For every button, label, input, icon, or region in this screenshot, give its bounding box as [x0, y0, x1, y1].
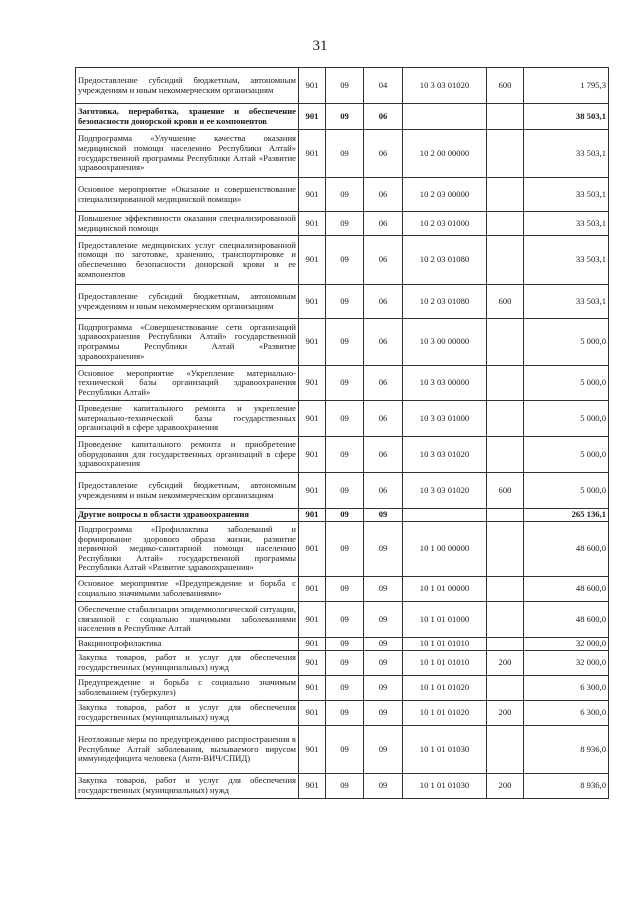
target-article-code: 10 2 03 00000: [403, 178, 487, 212]
expense-type-code: [487, 319, 524, 366]
item-name: Заготовка, переработка, хранение и обеспечение безопасности донорской крови и ее компонентов: [76, 104, 299, 130]
admin-code: 901: [299, 522, 326, 577]
section-code: 09: [326, 130, 364, 178]
expense-type-code: 600: [487, 68, 524, 104]
target-article-code: [403, 104, 487, 130]
target-article-code: 10 1 01 01000: [403, 602, 487, 638]
target-article-code: 10 1 01 01010: [403, 638, 487, 651]
amount: 38 503,1: [524, 104, 609, 130]
amount: 8 936,0: [524, 774, 609, 799]
expense-type-code: 200: [487, 701, 524, 726]
section-code: 09: [326, 285, 364, 319]
admin-code: 901: [299, 638, 326, 651]
item-name: Предоставление субсидий бюджетным, автономным учреждениям и иным некоммерческим организациям: [76, 285, 299, 319]
section-code: 09: [326, 104, 364, 130]
target-article-code: 10 3 00 00000: [403, 319, 487, 366]
target-article-code: 10 1 01 01020: [403, 676, 487, 701]
section-code: 09: [326, 236, 364, 285]
expense-type-code: [487, 602, 524, 638]
item-name: Подпрограмма «Профилактика заболеваний и формирование здорового образа жизни, развитие первичной медико-санитарной помощи населению Республики Алтай» государственной программы Республики Алтай «Развитие здравоохранения»: [76, 522, 299, 577]
admin-code: 901: [299, 236, 326, 285]
admin-code: 901: [299, 437, 326, 473]
amount: 33 503,1: [524, 130, 609, 178]
table-row: [76, 651, 609, 676]
amount: 48 600,0: [524, 522, 609, 577]
target-article-code: 10 2 03 01000: [403, 212, 487, 236]
admin-code: 901: [299, 774, 326, 799]
item-name: Предупреждение и борьба с социально значимым заболеванием (туберкулез): [76, 676, 299, 701]
page-number: 31: [312, 38, 328, 54]
expense-type-code: [487, 726, 524, 774]
expense-type-code: 600: [487, 285, 524, 319]
expense-type-code: [487, 366, 524, 401]
expense-type-code: [487, 509, 524, 522]
subsection-code: 06: [364, 212, 403, 236]
table-row: [76, 366, 609, 401]
section-code: 09: [326, 638, 364, 651]
item-name: Другие вопросы в области здравоохранения: [76, 509, 299, 522]
subsection-code: 09: [364, 774, 403, 799]
item-name: Неотложные меры по предупреждению распространения в Республике Алтай заболевания, вызываемого вирусом иммунодефицита человека (Анти-ВИЧ/СПИД): [76, 726, 299, 774]
admin-code: 901: [299, 212, 326, 236]
expense-type-code: [487, 212, 524, 236]
item-name: Повышение эффективности оказания специализированной медицинской помощи: [76, 212, 299, 236]
table-row: [76, 68, 609, 104]
amount: 1 795,3: [524, 68, 609, 104]
admin-code: 901: [299, 319, 326, 366]
expense-type-code: [487, 676, 524, 701]
admin-code: 901: [299, 602, 326, 638]
admin-code: 901: [299, 473, 326, 509]
target-article-code: 10 1 01 00000: [403, 577, 487, 602]
item-name: Предоставление медицинских услуг специализированной помощи по заготовке, хранению, транспортировке и обеспечению безопасности донорской крови и ее компонентов: [76, 236, 299, 285]
admin-code: 901: [299, 285, 326, 319]
table-row: [76, 104, 609, 130]
subsection-code: 09: [364, 651, 403, 676]
target-article-code: 10 3 03 01000: [403, 401, 487, 437]
subsection-code: 06: [364, 130, 403, 178]
admin-code: 901: [299, 104, 326, 130]
item-name: Вакцинопрофилактика: [76, 638, 299, 651]
target-article-code: 10 2 00 00000: [403, 130, 487, 178]
item-name: Закупка товаров, работ и услуг для обеспечения государственных (муниципальных) нужд: [76, 774, 299, 799]
expense-type-code: 200: [487, 651, 524, 676]
expense-type-code: 600: [487, 473, 524, 509]
section-code: 09: [326, 437, 364, 473]
table-row: [76, 437, 609, 473]
section-code: 09: [326, 701, 364, 726]
target-article-code: [403, 509, 487, 522]
target-article-code: 10 3 03 01020: [403, 68, 487, 104]
expense-type-code: 200: [487, 774, 524, 799]
item-name: Основное мероприятие «Предупреждение и борьба с социально значимыми заболеваниями»: [76, 577, 299, 602]
admin-code: 901: [299, 701, 326, 726]
target-article-code: 10 3 03 01020: [403, 437, 487, 473]
subsection-code: 06: [364, 366, 403, 401]
expense-type-code: [487, 437, 524, 473]
expense-type-code: [487, 178, 524, 212]
expense-type-code: [487, 522, 524, 577]
amount: 5 000,0: [524, 401, 609, 437]
table-row: [76, 638, 609, 651]
section-code: 09: [326, 366, 364, 401]
table-row: [76, 130, 609, 178]
table-row: [76, 602, 609, 638]
section-code: 09: [326, 319, 364, 366]
amount: 32 000,0: [524, 651, 609, 676]
admin-code: 901: [299, 726, 326, 774]
item-name: Подпрограмма «Совершенствование сети организаций здравоохранения Республики Алтай» государственной программы Республики Алтай «Развитие здравоохранения»: [76, 319, 299, 366]
table-row: [76, 236, 609, 285]
subsection-code: 04: [364, 68, 403, 104]
target-article-code: 10 1 01 01030: [403, 774, 487, 799]
subsection-code: 06: [364, 236, 403, 285]
section-code: 09: [326, 577, 364, 602]
expense-type-code: [487, 104, 524, 130]
section-code: 09: [326, 726, 364, 774]
table-row: [76, 509, 609, 522]
expense-type-code: [487, 401, 524, 437]
subsection-code: 09: [364, 522, 403, 577]
table-row: [76, 577, 609, 602]
item-name: Закупка товаров, работ и услуг для обеспечения государственных (муниципальных) нужд: [76, 651, 299, 676]
amount: 265 136,1: [524, 509, 609, 522]
section-code: 09: [326, 774, 364, 799]
admin-code: 901: [299, 401, 326, 437]
section-code: 09: [326, 401, 364, 437]
table-row: [76, 401, 609, 437]
section-code: 09: [326, 602, 364, 638]
expense-type-code: [487, 236, 524, 285]
subsection-code: 06: [364, 319, 403, 366]
amount: 33 503,1: [524, 178, 609, 212]
subsection-code: 09: [364, 602, 403, 638]
admin-code: 901: [299, 676, 326, 701]
item-name: Предоставление субсидий бюджетным, автономным учреждениям и иным некоммерческим организациям: [76, 473, 299, 509]
target-article-code: 10 1 01 01030: [403, 726, 487, 774]
amount: 6 300,0: [524, 701, 609, 726]
subsection-code: 09: [364, 509, 403, 522]
subsection-code: 06: [364, 401, 403, 437]
amount: 5 000,0: [524, 437, 609, 473]
budget-table: [75, 67, 609, 799]
section-code: 09: [326, 676, 364, 701]
amount: 8 936,0: [524, 726, 609, 774]
admin-code: 901: [299, 366, 326, 401]
table-row: [76, 319, 609, 366]
item-name: Проведение капитального ремонта и укрепление материально-технической базы государственных организаций в сфере здравоохранения: [76, 401, 299, 437]
subsection-code: 09: [364, 638, 403, 651]
subsection-code: 06: [364, 285, 403, 319]
amount: 5 000,0: [524, 473, 609, 509]
amount: 32 000,0: [524, 638, 609, 651]
section-code: 09: [326, 68, 364, 104]
amount: 33 503,1: [524, 236, 609, 285]
item-name: Обеспечение стабилизации эпидемиологической ситуации, связанной с социально значимыми заболеваниями населения в Республике Алтай: [76, 602, 299, 638]
target-article-code: 10 1 01 01010: [403, 651, 487, 676]
subsection-code: 06: [364, 104, 403, 130]
expense-type-code: [487, 638, 524, 651]
item-name: Предоставление субсидий бюджетным, автономным учреждениям и иным некоммерческим организациям: [76, 68, 299, 104]
item-name: Основное мероприятие «Оказание и совершенствование специализированной медицинской помощи»: [76, 178, 299, 212]
item-name: Закупка товаров, работ и услуг для обеспечения государственных (муниципальных) нужд: [76, 701, 299, 726]
table-row: [76, 774, 609, 799]
table-row: [76, 285, 609, 319]
table-row: [76, 701, 609, 726]
item-name: Подпрограмма «Улучшение качества оказания медицинской помощи населению Республики Алтай» государственной программы Республики Алтай «Развитие здравоохранения»: [76, 130, 299, 178]
table-row: [76, 178, 609, 212]
amount: 6 300,0: [524, 676, 609, 701]
section-code: 09: [326, 212, 364, 236]
expense-type-code: [487, 577, 524, 602]
admin-code: 901: [299, 577, 326, 602]
amount: 5 000,0: [524, 366, 609, 401]
amount: 33 503,1: [524, 285, 609, 319]
subsection-code: 09: [364, 726, 403, 774]
admin-code: 901: [299, 178, 326, 212]
amount: 48 600,0: [524, 602, 609, 638]
expense-type-code: [487, 130, 524, 178]
amount: 33 503,1: [524, 212, 609, 236]
target-article-code: 10 2 03 01080: [403, 236, 487, 285]
subsection-code: 06: [364, 437, 403, 473]
admin-code: 901: [299, 509, 326, 522]
table-row: [76, 676, 609, 701]
amount: 5 000,0: [524, 319, 609, 366]
target-article-code: 10 3 03 00000: [403, 366, 487, 401]
subsection-code: 09: [364, 577, 403, 602]
subsection-code: 06: [364, 473, 403, 509]
item-name: Основное мероприятие «Укрепление материально-технической базы организаций здравоохранения Республики Алтай»: [76, 366, 299, 401]
target-article-code: 10 2 03 01080: [403, 285, 487, 319]
admin-code: 901: [299, 651, 326, 676]
subsection-code: 06: [364, 178, 403, 212]
section-code: 09: [326, 178, 364, 212]
table-row: [76, 473, 609, 509]
target-article-code: 10 1 01 01020: [403, 701, 487, 726]
item-name: Проведение капитального ремонта и приобретение оборудования для государственных организаций в сфере здравоохранения: [76, 437, 299, 473]
section-code: 09: [326, 522, 364, 577]
subsection-code: 09: [364, 701, 403, 726]
table-row: [76, 212, 609, 236]
subsection-code: 09: [364, 676, 403, 701]
target-article-code: 10 1 00 00000: [403, 522, 487, 577]
admin-code: 901: [299, 68, 326, 104]
table-row: [76, 522, 609, 577]
table-row: [76, 726, 609, 774]
section-code: 09: [326, 509, 364, 522]
section-code: 09: [326, 473, 364, 509]
amount: 48 600,0: [524, 577, 609, 602]
admin-code: 901: [299, 130, 326, 178]
section-code: 09: [326, 651, 364, 676]
target-article-code: 10 3 03 01020: [403, 473, 487, 509]
